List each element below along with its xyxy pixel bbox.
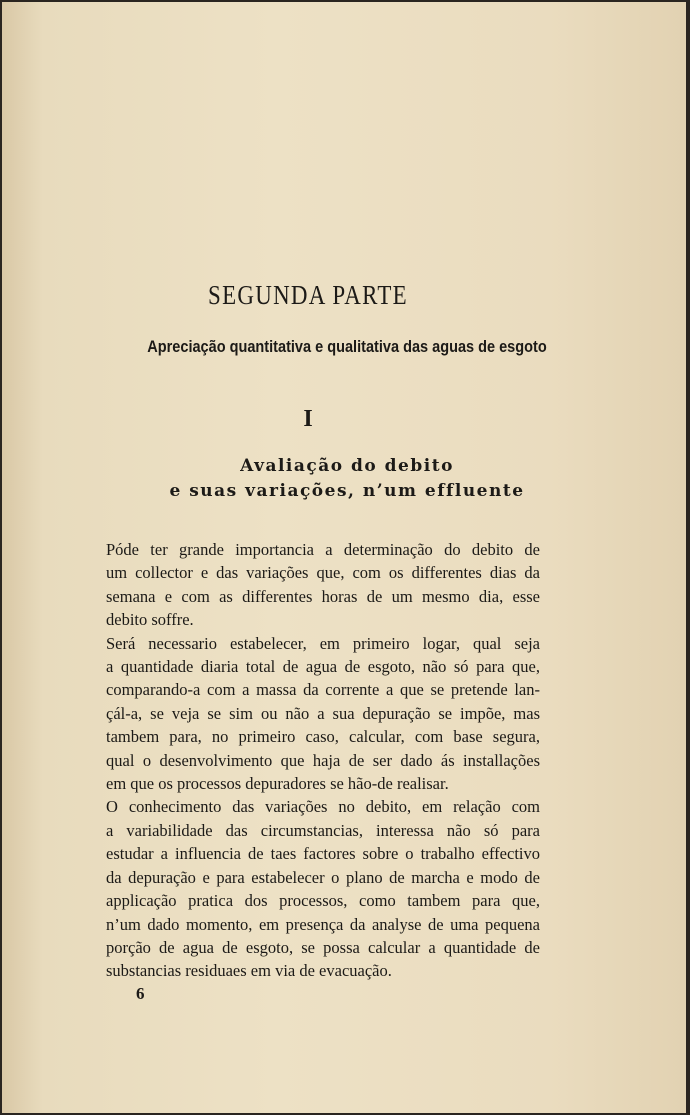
text-line: substancias residuaes em via de evacuação.	[106, 961, 392, 981]
text-line: n’um dado momento, em presença da analyse de uma pequena	[106, 914, 540, 934]
part-title: SEGUNDA PARTE	[208, 280, 408, 310]
text-line: comparando-a com a massa da corrente a que se pretende lan-	[106, 680, 540, 700]
part-subtitle: Apreciação quantitativa e qualitativa das aguas de esgoto	[147, 338, 547, 356]
text-line: a quantidade diaria total de agua de esgoto, não só para que,	[106, 657, 540, 677]
text-line: semana e com as differentes horas de um mesmo dia, esse	[106, 586, 540, 606]
text-line: applicação pratica dos processos, como tambem para que,	[106, 891, 540, 911]
body-text	[80, 538, 540, 983]
paragraph	[80, 538, 540, 632]
page-number: 6	[136, 984, 145, 1003]
text-line: estudar a influencia de taes factores sobre o trabalho effectivo	[106, 844, 540, 864]
chapter-title-line: e suas variações, n’um effluente	[169, 481, 525, 501]
text-line: a variabilidade das circumstancias, interessa não só para	[106, 820, 540, 840]
text-line: qual o desenvolvimento que haja de ser dado ás installações	[106, 750, 540, 770]
text-line: da depuração e para estabelecer o plano de marcha e modo de	[106, 867, 540, 887]
text-line: tambem para, no primeiro caso, calcular, com base segura,	[106, 727, 540, 747]
chapter-title-line: Avaliação do debito	[240, 456, 454, 476]
text-line: um collector e das variações que, com os differentes dias da	[106, 563, 540, 583]
text-line: em que os processos depuradores se hão-de realisar.	[106, 774, 449, 794]
text-line: debito soffre.	[106, 610, 194, 630]
text-line: Será necessario estabelecer, em primeiro logar, qual seja	[106, 633, 540, 653]
text-line: porção de agua de esgoto, se possa calcular a quantidade de	[106, 937, 540, 957]
text-line: çál-a, se veja se sim ou não a sua depuração se impõe, mas	[106, 703, 540, 723]
paragraph	[80, 632, 540, 796]
chapter-title	[80, 454, 614, 504]
book-page	[2, 2, 686, 1113]
text-line: O conhecimento das variações no debito, em relação com	[106, 797, 540, 817]
chapter-number: I	[303, 406, 313, 432]
paragraph	[80, 795, 540, 982]
text-line: Póde ter grande importancia a determinação do debito de	[106, 540, 540, 559]
